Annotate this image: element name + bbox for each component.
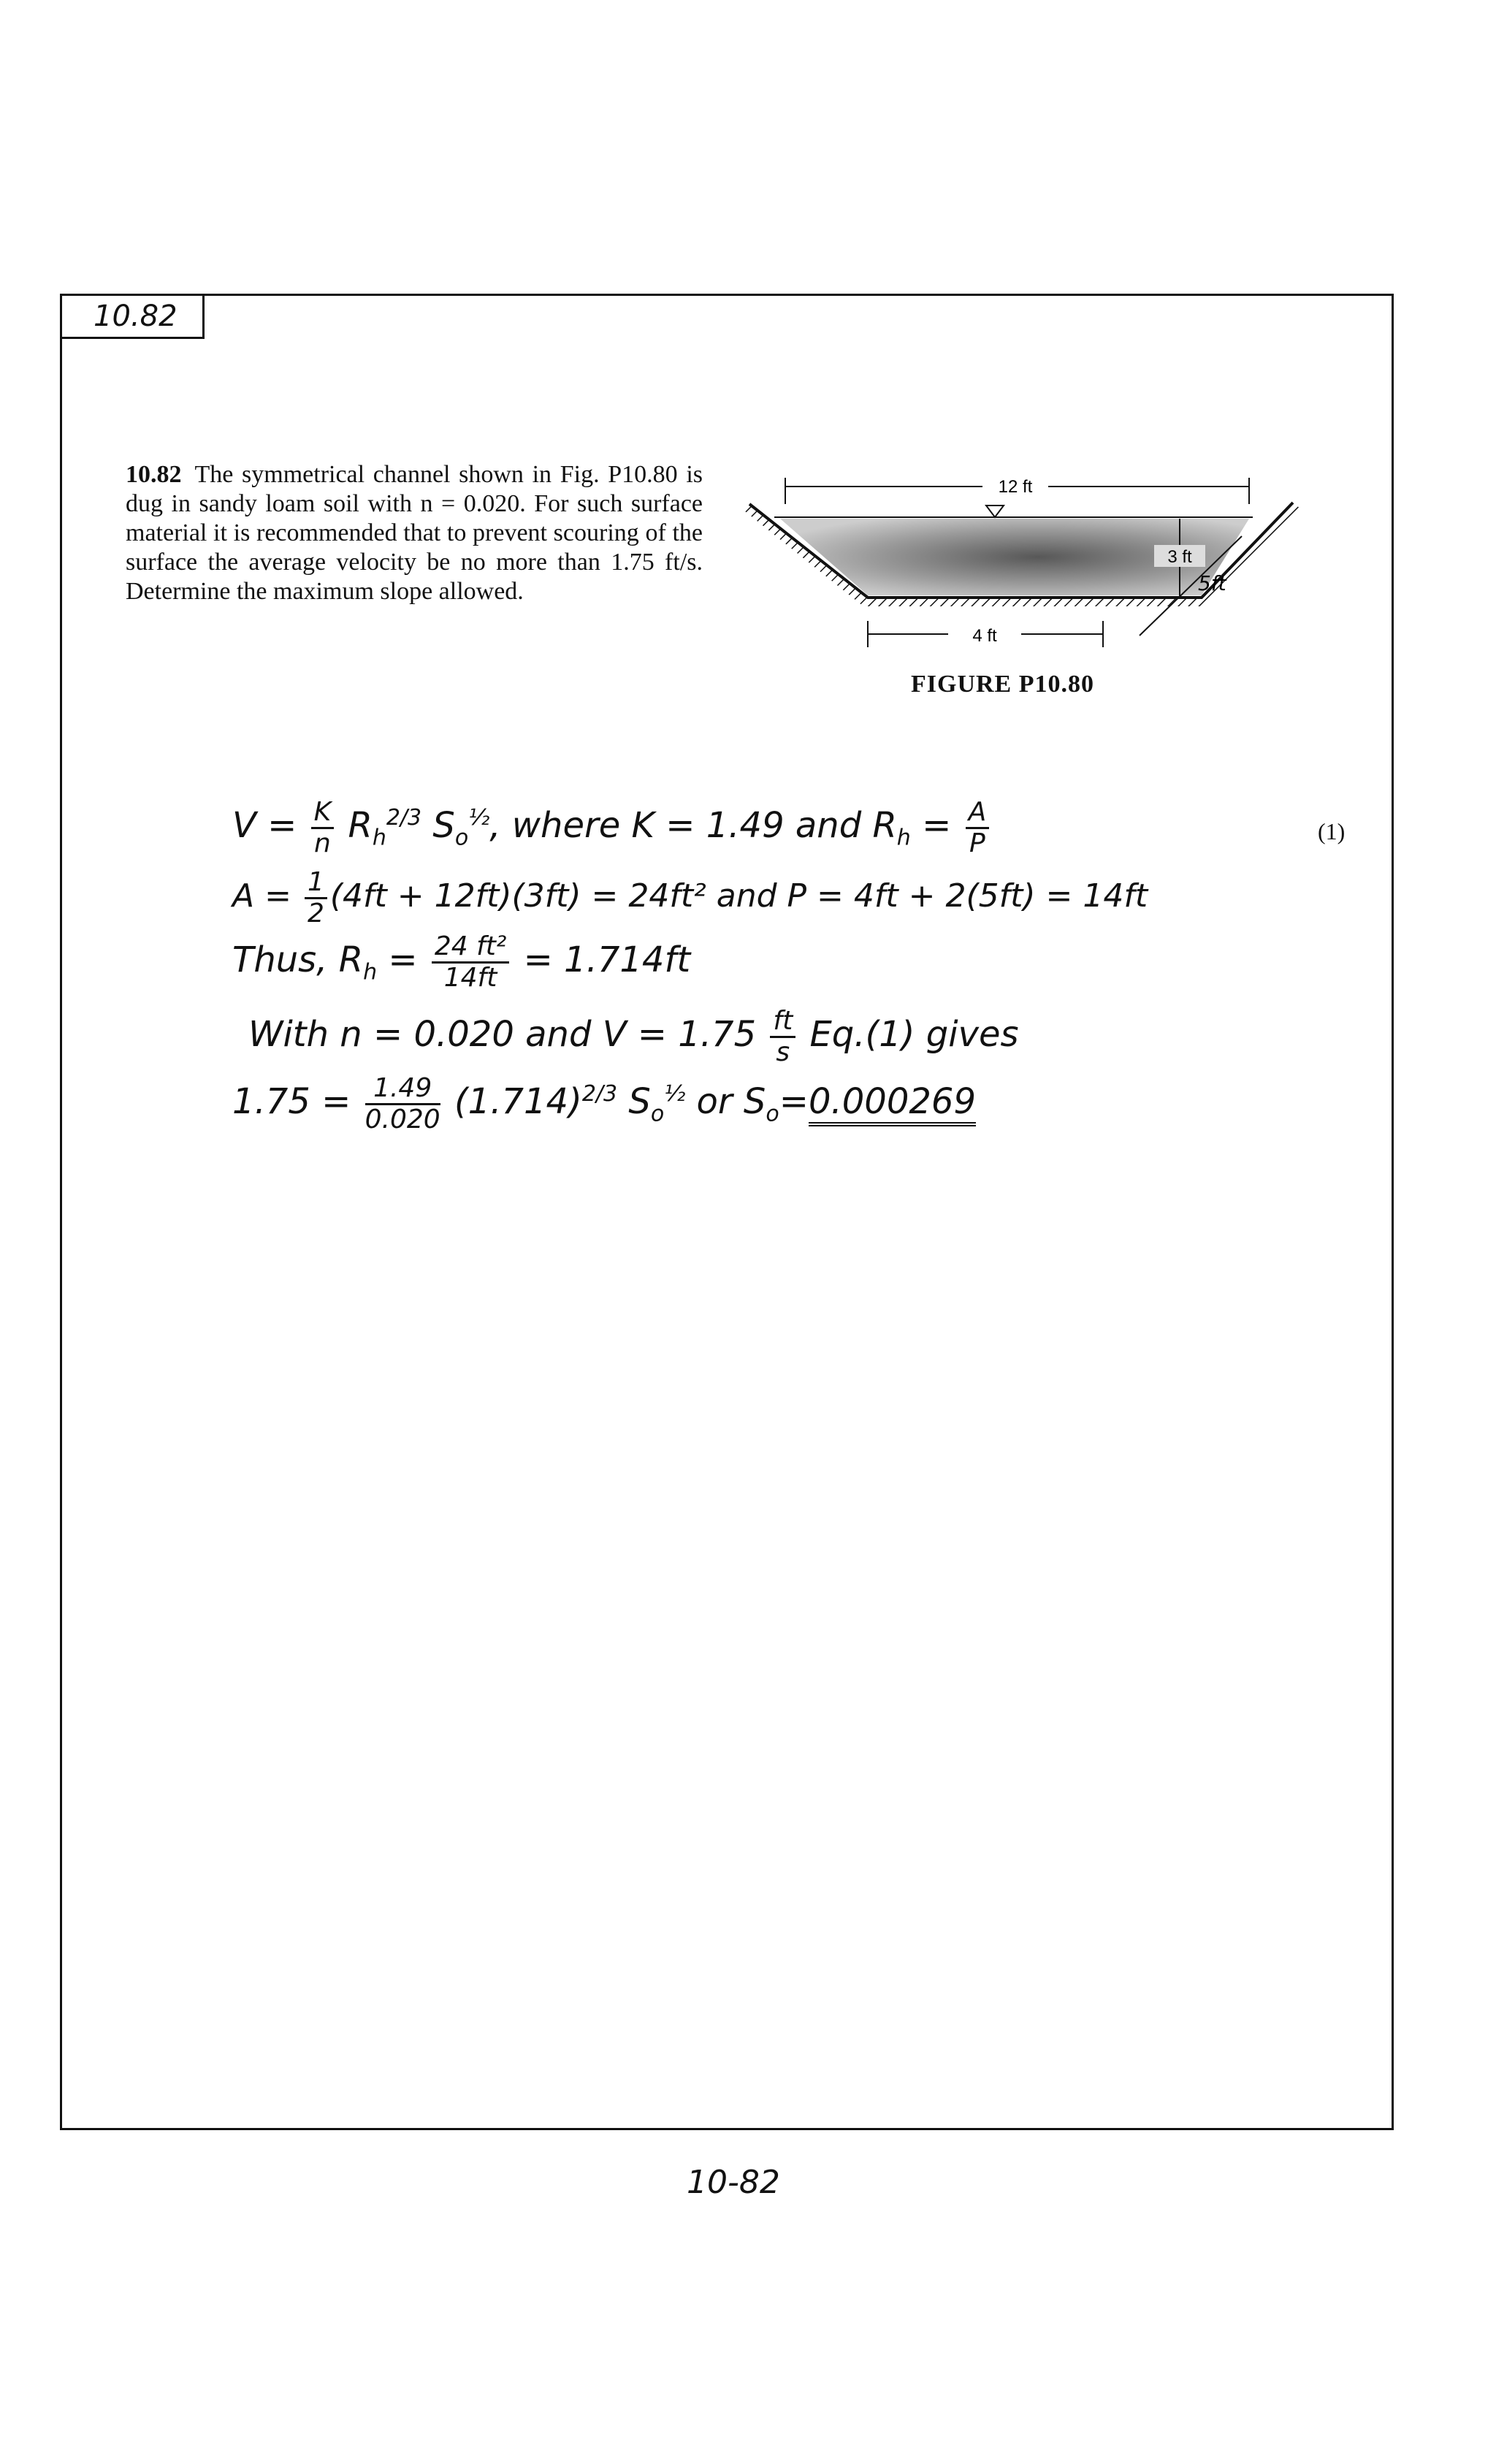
problem-statement [126, 460, 703, 606]
solution-line-2: A = $\frac{1}{2}$ (4ft + 12ft)(3ft) = 24ft² and P = 4ft + 2(5ft) = 14ft [232, 867, 1148, 928]
side-length-label: 5ft [1198, 571, 1226, 595]
solution-line-5: 1.75 = $\frac{1.49}{0.020}$ $(1.714)^{2/3}$ $S_o^{\frac{1}{2}}$ or $S_o=0.000269$ [232, 1073, 976, 1134]
problem-text: The symmetrical channel shown in Fig. P10.80 is dug in sandy loam soil with n = 0.020. For such surface material it is recommended that to prevent scouring of the surface the average velocity be no more than 1.75 ft/s. Determine the maximum slope allowed. [126, 461, 703, 605]
solution-line-4: With n = 0.020 and V = 1.75 $\frac{ft}{s}$ Eq.(1) gives [248, 1006, 1019, 1067]
final-answer: 0.000269 [809, 1081, 976, 1126]
figure-caption: FIGURE P10.80 [911, 671, 1094, 698]
solution-line-1: V = $\frac{K}{n}$ $R_h^{2/3}$ $S_o^{\frac{1}{2}}$, where K = 1.49 and $R_h$ = $\frac{A}{P}$ [232, 798, 992, 858]
solution-line-3: Thus, $R_h$ = $\frac{\text{24 ft²}}{14ft}$ = 1.714ft [232, 931, 691, 993]
depth-label: 3 ft [1167, 547, 1192, 567]
top-width-label: 12 ft [998, 477, 1033, 497]
bottom-width-label: 4 ft [972, 626, 997, 646]
page-number: 10-82 [687, 2164, 780, 2201]
water-surface-symbol [986, 506, 1004, 517]
problem-tab-label: 10.82 [94, 300, 178, 333]
problem-number: 10.82 [126, 461, 182, 488]
equation-number: (1) [1318, 818, 1346, 844]
